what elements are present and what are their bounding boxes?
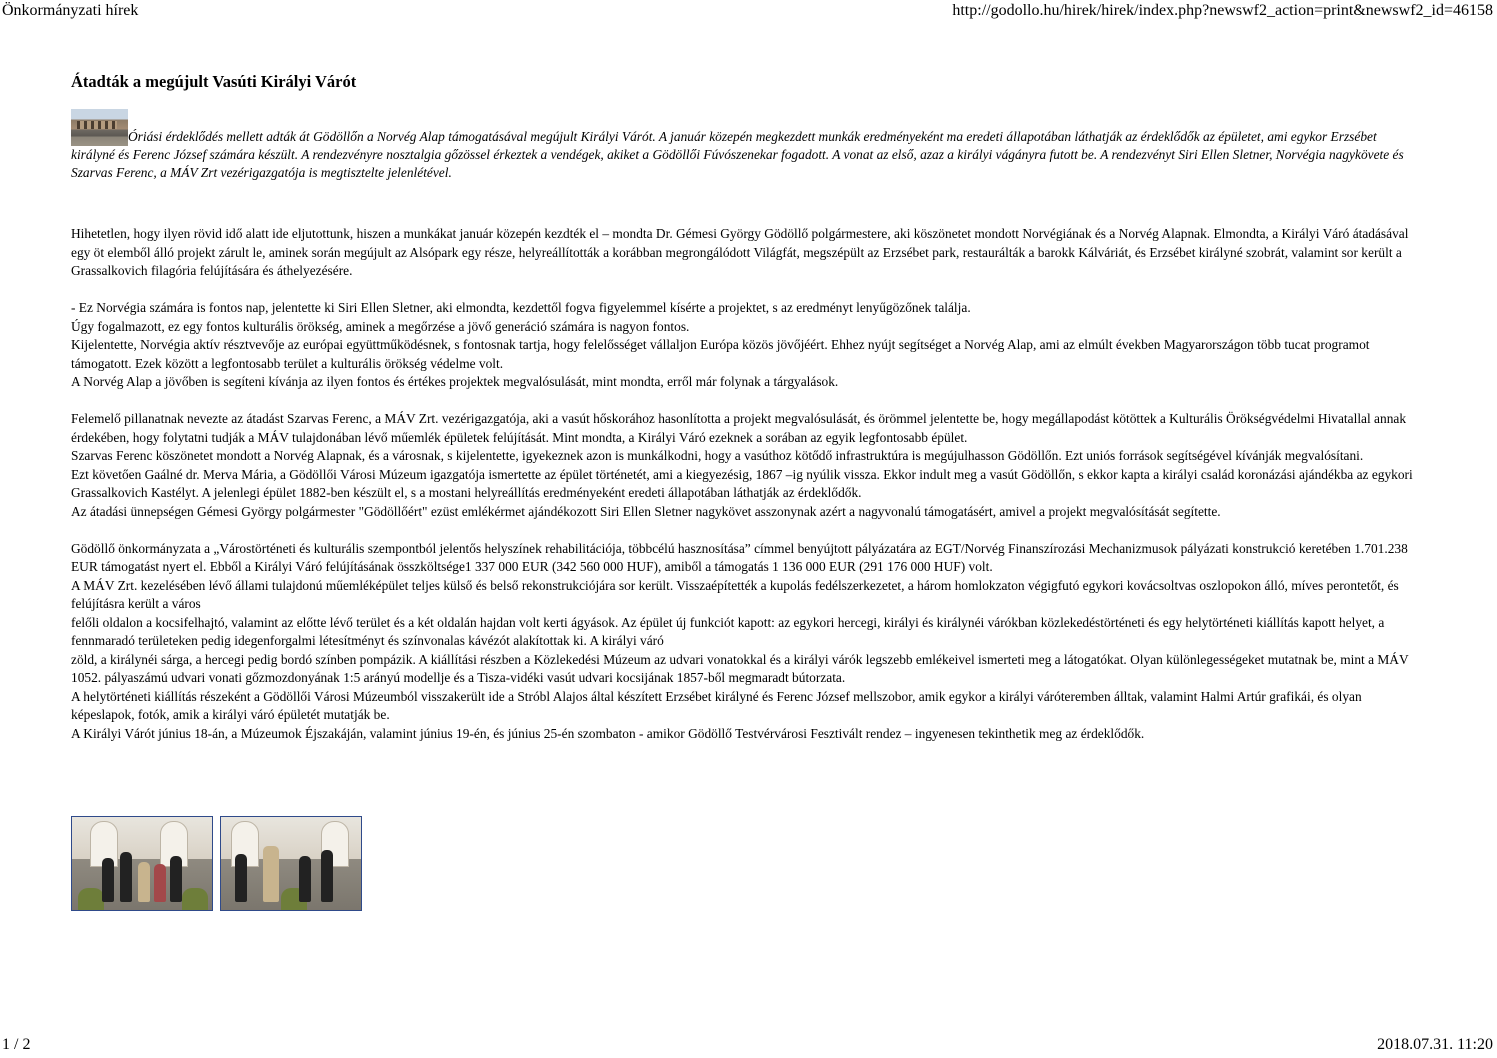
person-shape: [102, 858, 114, 902]
gallery-photo-2[interactable]: [220, 816, 362, 911]
body-paragraph: Felemelő pillanatnak nevezte az átadást Szarvas Ferenc, a MÁV Zrt. vezérigazgatója, aki a vasút hőskorához hasonlította a projekt megvalósulását, és örömmel jelentette be, hogy megállapodást kötöttek a Kulturális Örökségvédelmi Hivatallal annak érdekében, hogy folytatni tudják a MÁV tulajdonában lévő műemlék épületek felújítását. Mint mondta, a Királyi Váró ezeknek a sorában az egyik legfontosabb épület.: [71, 411, 1407, 445]
body-paragraph: Ezt követően Gaálné dr. Merva Mária, a Gödöllői Városi Múzeum igazgatója ismertette az épület történetét, ami a kiegyezésig, 1867 –ig nyúlik vissza. Ekkor indult meg a vasút Gödöllőn, s ekkor kapta a királyi család koronázási ajándékba az egykori Grassalkovich Kastélyt. A jelenlegi épület 1882-ben készült el, s a mostani helyreállítás eredményeként eredeti állapotában láthatják az érdeklődők.: [71, 466, 1413, 500]
plant-shape: [78, 888, 104, 910]
article: [71, 72, 1423, 743]
print-header: [2, 2, 1493, 20]
print-datetime: 2018.07.31. 11:20: [1377, 1036, 1493, 1053]
person-shape: [138, 862, 150, 902]
body-paragraph: Az átadási ünnepségen Gémesi György polgármester "Gödöllőért" ezüst emlékérmet ajándékozott Siri Ellen Sletner nagykövet asszonynak azért a nagyvonalú támogatásért, amivel a projekt megvalósítását segítette.: [71, 503, 1221, 519]
gallery-photo-1[interactable]: [71, 816, 213, 911]
lead-text: Óriási érdeklődés mellett adták át Gödöllőn a Norvég Alap támogatásával megújult Királyi Várót. A január közepén megkezdett munkák eredményeként ma eredeti állapotában láthatják az érdeklődők az épületet, ami egykor Erzsébet királyné és Ferenc József számára készült. A rendezvényre nosztalgia gőzössel érkeztek a vendégek, akiket a Gödöllői Fúvószenekar fogadott. A vonat az első, azaz a királyi vágányra futott be. A rendezvényt Siri Ellen Sletner, Norvégia nagykövete és Szarvas Ferenc, a MÁV Zrt vezérigazgatója is megtisztelte jelenlétével.: [71, 129, 1404, 180]
person-shape: [170, 856, 182, 902]
paragraph-gap: [71, 392, 1423, 411]
person-shape: [120, 852, 132, 902]
body-paragraph: - Ez Norvégia számára is fontos nap, jelentette ki Siri Ellen Sletner, aki elmondta, kezdettől fogva figyelemmel kísérte a projektet, s az eredményt lenyűgözőnek találja.: [71, 300, 971, 315]
lead-thumbnail-image: [71, 109, 128, 146]
body-paragraph: Gödöllő önkormányzata a „Várostörténeti és kulturális szempontból jelentős helyszínek rehabilitációja, többcélú hasznosítása” címmel benyújtott pályázatára az EGT/Norvég Finanszírozási Mechanizmusok pályázati konstrukció keretében 1.701.238 EUR támogatást nyert el. Ebből a Királyi Váró felújításának összköltsége1 337 000 EUR (342 560 000 HUF), amiből a támogatás 1 136 000 EUR (291 176 000 HUF) volt.: [71, 540, 1408, 574]
body-paragraph: A MÁV Zrt. kezelésében lévő állami tulajdonú műemléképület teljes külső és belső rekonstrukciójára sor került. Visszaépítették a kupolás fedélszerkezetet, a három homlokzaton végigfutó egykori kovácsoltvas oszlopokon álló, míves perontetőt, és felújításra került a város: [71, 577, 1399, 611]
person-shape: [263, 846, 279, 902]
header-section-title: Önkormányzati hírek: [2, 2, 139, 19]
body-paragraph: felőli oldalon a kocsifelhajtó, valamint az előtte lévő terület és a két oldalán hajdan volt kerti ágyások. Az épület új funkciót kapott: az egykori hercegi, királyi és királynéi várókban közlekedéstörténeti és egy helytörténeti kiállítás kapott helyet, a fennmaradó területeken pedig idegenforgalmi létesítményt és színvonalas kávézót alakítottak ki. A királyi váró: [71, 614, 1385, 648]
person-shape: [321, 850, 333, 902]
article-lead: [71, 109, 1423, 182]
person-shape: [154, 864, 166, 902]
person-shape: [299, 856, 311, 902]
body-paragraph: Úgy fogalmazott, ez egy fontos kulturális örökség, aminek a megőrzése a jövő generáció számára is nagyon fontos.: [71, 318, 690, 334]
paragraph-gap: [71, 521, 1423, 540]
article-title: Átadták a megújult Vasúti Királyi Várót: [71, 72, 357, 91]
header-url: http://godollo.hu/hirek/hirek/index.php?newswf2_action=print&newswf2_id=46158: [952, 2, 1493, 19]
body-paragraph: A Norvég Alap a jövőben is segíteni kívánja az ilyen fontos és értékes projektek megvalósulását, mint mondta, erről már folynak a tárgyalások.: [71, 374, 839, 389]
body-paragraph: zöld, a királynéi sárga, a hercegi pedig bordó színben pompázik. A kiállítási részben a Közlekedési Múzeum az udvari vonatokkal és a királyi várók legszebb emlékeivel ismerteti meg a látogatókat. Olyan különlegességeket mutatnak be, mint a MÁV 1052. pályaszámú udvari vonati gőzmozdonyának 1:5 arányú modellje és a Tisza-vidéki vasút udvari kocsijának 1857-ből megmaradt bútorzata.: [71, 651, 1409, 685]
body-paragraph: A helytörténeti kiállítás részeként a Gödöllői Városi Múzeumból visszakerült ide a Stróbl Alajos által készített Erzsébet királyné és Ferenc József mellszobor, amik egykor a királyi váróteremben álltak, valamint Halmi Artúr grafikái, és olyan képeslapok, fotók, amik a királyi váró épületét mutatják be.: [71, 688, 1362, 722]
body-paragraph: A Királyi Várót június 18-án, a Múzeumok Éjszakáján, valamint június 19-én, és június 25-én szombaton - amikor Gödöllő Testvérvárosi Fesztivált rendez – ingyenesen tekinthetik meg az érdeklődők.: [71, 725, 1145, 741]
body-paragraph: Hihetetlen, hogy ilyen rövid idő alatt ide eljutottunk, hiszen a munkákat január közepén kezdték el – mondta Dr. Gémesi György Gödöllő polgármestere, aki köszönetet mondott Norvégiának és a Norvég Alapnak. Elmondta, a Királyi Váró átadásával egy öt elemből álló projekt zárult le, aminek során megújult az Alsópark egy része, helyreállították a korábban megrongálódott Világfát, megszépült az Erzsébet park, restaurálták a barokk Kálváriát, és Erzsébet királyné szobrát, valamint sor került a Grassalkovich filagória felújítására és áthelyezésére.: [71, 226, 1409, 278]
print-footer: [2, 1036, 1493, 1054]
page-number: 1 / 2: [2, 1036, 31, 1053]
photo-gallery: [71, 816, 362, 911]
paragraph-gap: [71, 281, 1423, 300]
body-paragraph: Kijelentette, Norvégia aktív résztvevője az európai együttműködésnek, s fontosnak tartja, hogy felelősséget vállaljon Európa közös jövőjéért. Ehhez nyújt segítséget a Norvég Alap, ami az elmúlt években Magyarországon több tucat programot támogatott. Ezek között a legfontosabb terület a kulturális örökség védelme volt.: [71, 337, 1370, 371]
plant-shape: [182, 888, 208, 910]
body-paragraph: Szarvas Ferenc köszönetet mondott a Norvég Alapnak, és a városnak, s kijelentette, igyekeznek azon is munkálkodni, hogy a vasúthoz kötődő infrastruktúra is megújulhasson Gödöllőn. Ezt uniós források segítségével kívánják megvalósítani.: [71, 448, 1364, 463]
article-body: [71, 225, 1423, 743]
person-shape: [235, 854, 247, 902]
